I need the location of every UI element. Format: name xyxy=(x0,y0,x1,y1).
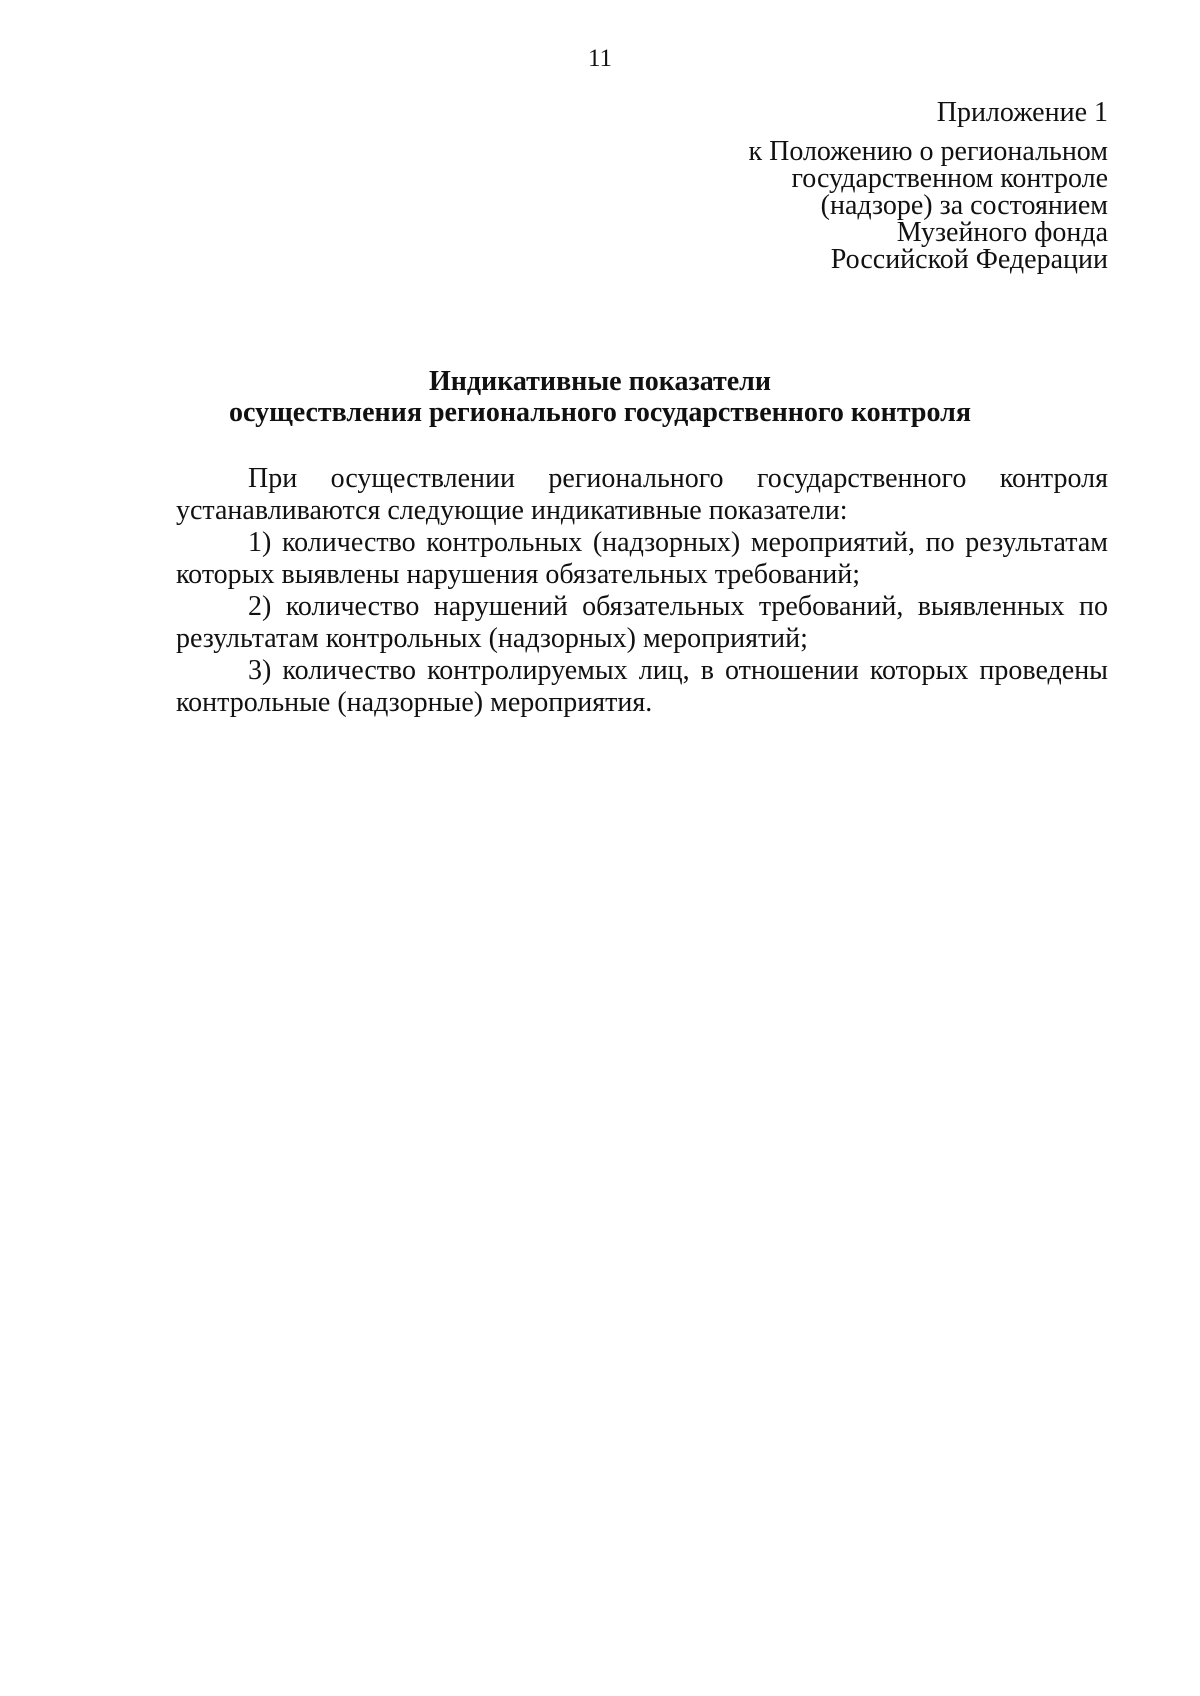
appendix-reference-line: (надзоре) за состоянием xyxy=(820,190,1108,221)
page-number: 11 xyxy=(587,45,613,72)
indicator-item-1: 1) количество контрольных (надзорных) мероприятий, по результатам которых выявлены нарушения обязательных требований; xyxy=(176,527,1108,590)
indicator-item-3: 3) количество контролируемых лиц, в отношении которых проведены контрольные (надзорные) мероприятия. xyxy=(176,655,1108,718)
appendix-reference-line: государственном контроле xyxy=(791,163,1108,194)
intro-paragraph: При осуществлении регионального государственного контроля устанавливаются следующие индикативные показатели: xyxy=(176,463,1108,526)
document-body xyxy=(176,463,1108,719)
appendix-reference-line: Российской Федерации xyxy=(830,244,1108,275)
title-line-2: осуществления регионального государственного контроля xyxy=(229,397,971,428)
title-line-1: Индикативные показатели xyxy=(428,366,771,397)
document-title xyxy=(0,366,1200,428)
indicator-item-2: 2) количество нарушений обязательных требований, выявленных по результатам контрольных (надзорных) мероприятий; xyxy=(176,591,1108,654)
appendix-label: Приложение 1 xyxy=(936,97,1108,128)
appendix-block xyxy=(749,96,1109,273)
appendix-reference-line: к Положению о региональном xyxy=(748,136,1108,167)
appendix-reference-line: Музейного фонда xyxy=(896,217,1108,248)
